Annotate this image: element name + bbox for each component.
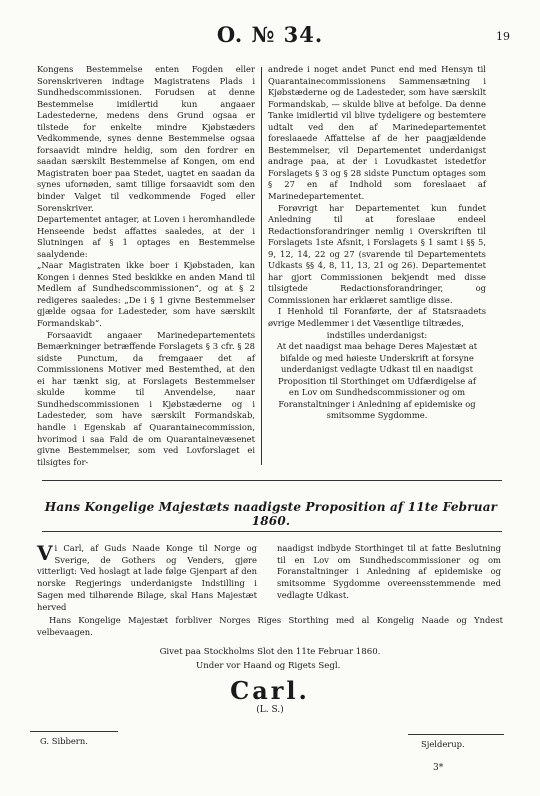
column-divider <box>261 67 262 465</box>
countersign-rule-right <box>408 734 504 735</box>
paragraph: andrede i noget andet Punct end med Hensyn til Quarantainecommissionens Sammensætning i Kjøbstæderne og de Ladesteder, som have særskilt Formandskab, — skulde blive at befolge. Da denne Tanke imidlertid vil blive tydeligere og bestemtere udtalt ved den af Marinedepartementet foreslaaede Affattelse af de her paagjældende Bestemmelser, vil Departementet underdanigst andrage paa, at der i Lovudkastet istedetfor Forslagets § 3 og § 28 sidste Punctum optages som § 27 en af Indhold som foreslaaet af Marinedepartementet. <box>268 64 486 202</box>
signature-mark: 3* <box>433 763 444 773</box>
proposition-text-left <box>37 543 257 613</box>
royal-signature: Carl. <box>230 676 310 705</box>
section-rule-bottom <box>42 531 502 532</box>
proposition-closing-paragraph: Hans Kongelige Majestæt forbliver Norges Riges Storthing med al Kongelig Naade og Yndest velbevaagen. <box>37 615 503 637</box>
left-column <box>37 64 255 468</box>
proposition-closing <box>37 615 503 638</box>
countersign-rule-left <box>30 731 118 732</box>
under-seal-line: Under vor Haand og Rigets Segl. <box>196 661 341 671</box>
given-line: Givet paa Stockholms Slot den 11te Februar 1860. <box>159 647 381 657</box>
dropcap-letter: V <box>37 541 53 565</box>
right-column <box>268 64 486 422</box>
paragraph: Forøvrigt har Departementet kun fundet Anledning til at foreslaae endeel Redactionsforandringer nemlig i Overskriften til Forslagets 1ste Afsnit, i Forslagets § 1 samt i §§ 5, 9, 12, 14, 22 og 27 (svarende til Departementets Udkasts §§ 4, 8, 11, 13, 21 og 26). Departementet har gjort Commissionen bekjendt med disse tilsigtede Redactionsforandringer, og Commissionen har erklæret samtlige disse. <box>268 202 486 305</box>
countersignature-left: G. Sibbern. <box>40 736 88 746</box>
page-number: 19 <box>496 30 510 43</box>
countersignature-right: Sjelderup. <box>421 739 465 749</box>
proposition-text-right <box>277 543 501 602</box>
paragraph: Forsaavidt angaaer Marinedepartementets Bemærkninger betræffende Forslagets § 3 cfr. § 28 sidste Punctum, da fremgaaer det af Commissionens Motiver med Bestemthed, at den ei har tænkt sig, at Forslagets Bestemmelser skulde komme til Anvendelse, naar Sundhedscommissionen i Kjøbstæderne og i Ladesteder, som have særskilt Formandskab, handle i Egenskab af Quarantainecommission, hvorimod i saa Fald de om Quarantainevæsenet givne Bestemmelser, som ved Lovforslaget ei tilsigtes for- <box>37 329 255 467</box>
document-number-heading: O. № 34. <box>216 22 324 47</box>
paragraph: „Naar Magistraten ikke boer i Kjøbstaden, kan Kongen i dennes Sted beskikke en anden Mand til Medlem af Sundhedscommissionen“, og at § 2 redigeres saaledes: „De i § 1 givne Bestemmelser gjælde ogsaa for Ladesteder, som have særskilt Formandskab“. <box>37 260 255 329</box>
paragraph: I Henhold til Foranførte, der af Statsraadets øvrige Medlemmer i det Væsentlige tiltrædes, <box>268 306 486 329</box>
proposition-right-paragraph: naadigst indbyde Storthinget til at fatte Beslutning til en Lov om Sundhedscommissioner og om Foranstaltninger i Anledning af epidemiske og smitsomme Sygdomme overeensstemmende med vedlagte Udkast. <box>277 543 501 600</box>
section-rule-top <box>42 480 502 481</box>
paragraph: indstilles underdanigst: <box>326 329 428 340</box>
paragraph: Departementet antager, at Loven i heromhandlede Henseende bedst affattes saaledes, at der i Slutningen af § 1 optages en Bestemmelse saalydende: <box>37 214 255 259</box>
proposition-heading: Hans Kongelige Majestæts naadigste Proposition af 11te Februar 1860. <box>44 500 498 528</box>
proposition-left-paragraph: i Carl, af Guds Naade Konge til Norge og Sverige, de Gothers og Venders, gjøre vitterligt: Ved hoslagt at lade følge Gjenpart af den norske Regjerings underdanigste Indstilling i Sagen med tilhørende Bilage, skal Hans Majestæt herved <box>37 543 257 612</box>
paragraph: Kongens Bestemmelse enten Fogden eller Sorenskriveren indtage Magistratens Plads i Sundhedscommissionen. Forudsen at denne Bestemmelse imidlertid kun angaaer Ladestederne, medens dens Grund ogsaa er tilstede for enkelte mindre Kjøbstæders Vedkommende, synes denne Bestemmelse ogsaa forsaavidt mindre heldig, som den fordrer en saadan særskilt Bestemmelse af Kongen, om end Magistraten boer paa Stedet, uagtet en saadan da synes ufornøden, samt tillige forsaavidt som den binder Valget til vedkommende Foged eller Sorenskriver. <box>37 64 255 213</box>
seal-mark: (L. S.) <box>256 705 284 715</box>
paragraph: At det naadigst maa behage Deres Majestæt at bifalde og med høieste Underskrift at forsyne underdanigst vedlagte Udkast til en naadigst Proposition til Storthinget om Udfærdigelse af en Lov om Sundhedscommissioner og om Foranstaltninger i Anledning af epidemiske og smitsomme Sygdomme. <box>276 341 478 421</box>
